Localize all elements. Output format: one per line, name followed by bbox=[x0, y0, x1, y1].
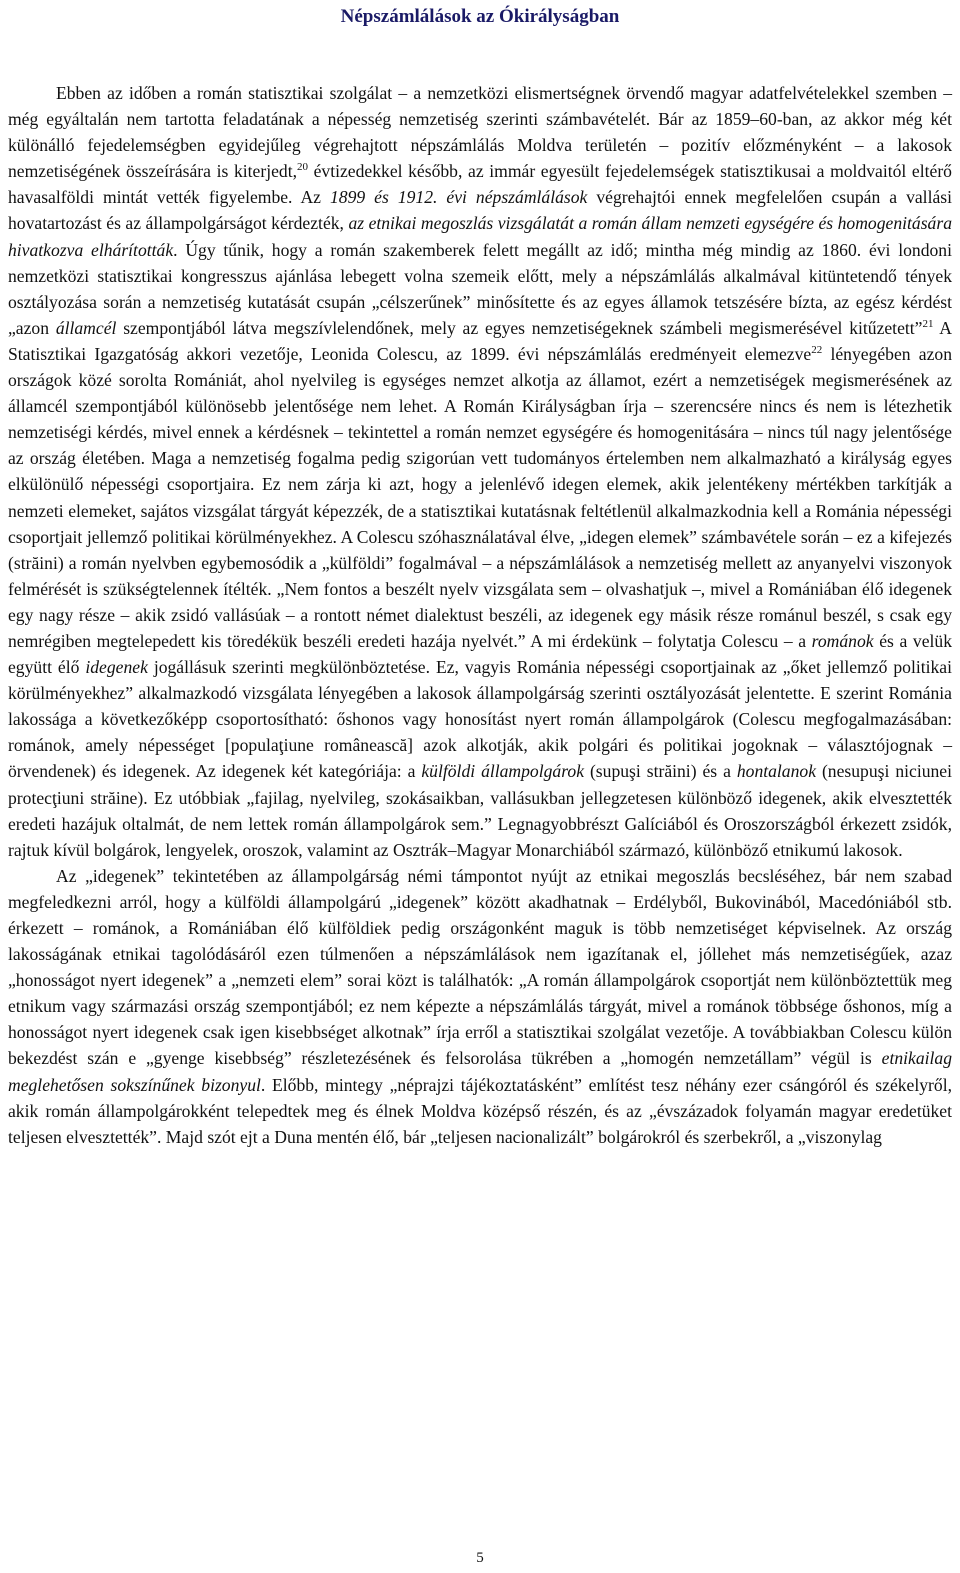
text-run: jogállásuk szerinti megkülönböztetése. Ez, vagyis Románia népességi csoportjainak az „őket jellemző politikai körülményekhez” alkalmazkodó vizsgálata lényegében a lakosok állampolgárság szerinti osztályozását jelentette. E szerint Románia lakossága a következőképp csoportosítható: őshonos vagy honosítást nyert román állampolgárok (Colescu megfogalmazásában: románok, amely népességet [populaţiune românească] azok alkotják, akik polgári és politikai jogoknak – választójognak – örvendenek) és idegenek. Az idegenek két kategóriája: a bbox=[8, 657, 952, 782]
italic-text: külföldi állampolgárok bbox=[421, 761, 585, 782]
text-run: (supuşi străini) és a bbox=[584, 761, 737, 782]
italic-text: 1899 és 1912. évi népszámlálások bbox=[330, 187, 588, 208]
footnote-ref: 22 bbox=[811, 343, 823, 356]
text-run: Ebben az időben a román statisztikai szolgálat – a nemzetközi elismertségnek örvendő magyar adatfelvételekkel szemben – még egyáltalán nem tartotta feladatának a népesség nemzetiség szerinti számbavételét. Bár az 1859–60-ban, az akkor még két különálló fejedelemségben egyidejűleg végrehajtott népszámlálás Moldva területén – pozitív előzményként – a lakosok nemzetiségének összeírására is kiterjedt, bbox=[8, 83, 952, 182]
text-run: lényegében azon országok közé sorolta Romániát, ahol nyelvileg is egységes nemzet alkotja az államot, ezért a nemzetiségek megismerésének az államcél szempontjából különösebb jelentősége nem lehet. A Román Királyságban írja – szerencsére nincs és nem is létezhetik nemzetiségi kérdés, mivel ennek a kérdésnek – tekintettel a román nemzet egységére és homogenitására – nincs túl nagy jelentősége az ország életében. Maga a nemzetiség fogalma pedig szigorúan vett tudományos értelemben nem alkalmazható a királyság egyes elkülönülő népességi csoportjaira. Ez nem zárja ki azt, hogy a jelenlévő idegen elemek, akik jelentékeny mértékben tarkítják a nemzeti elemeket, sajátos vizsgálat tárgyát képezzék, de a statisztikai kutatásnak feltétlenül alkalmazkodnia kell a Románia népességi csoportjait jellemző politikai körülményekhez. A Colescu szóhasználatával élve, „idegen elemek” számbavétele során – ez a kifejezés (străini) a román nyelvben egybemosódik a „külföldi” fogalmával – a népszámlálások a nemzetiség mellett az anyanyelvi viszonyok felmérését is szükségtelennek ítélték. „Nem fontos a beszélt nyelv vizsgálata sem – olvashatjuk –, mivel a Romániában élő idegenek egy nagy része – akik zsidó vallásúak – a rontott német dialektust beszéli, az idegenek egy másik része románul beszél, s csak egy nemrégiben megtelepedett kis töredékük beszéli eredeti hazája nyelvét.” A mi érdekünk – folytatja Colescu – a bbox=[8, 343, 952, 651]
text-run: . Előbb, mintegy „néprajzi tájékoztatásként” említést tesz néhány ezer csángóról és székelyről, akik román állampolgárokként telepedtek meg és élnek Moldva középső részén, és az „évszázadok folyamán magyar eredetüket teljesen elvesztették”. Majd szót ejt a Duna mentén élő, bár „teljesen nacionalizált” bolgárokról és szerbekről, a „viszonylag bbox=[8, 1074, 952, 1147]
footnote-ref: 20 bbox=[296, 161, 308, 174]
italic-text: etnikailag meglehetősen sokszínűnek bizonyul bbox=[8, 1048, 952, 1095]
text-run: A Statisztikai Igazgatóság akkori vezetője, Leonida Colescu, az 1899. évi népszámlálás eredményeit elemezve bbox=[8, 317, 952, 364]
paragraph bbox=[8, 863, 952, 1150]
text-run: évtizedekkel később, az immár egyesült fejedelemségek statisztikusai a moldvaitól eltérő havasalföldi mintát vették figyelembe. Az bbox=[8, 161, 952, 208]
italic-text: hontalanok bbox=[736, 761, 817, 782]
page-number: 5 bbox=[476, 1550, 484, 1566]
text-run: (nesupuşi niciunei protecţiuni străine). Ez utóbbiak „fajilag, nyelvileg, szokásaikban, vallásukban jellegzetesen különböző idegenek, akik elvesztették eredeti hazájuk oltalmát, de nem lettek román állampolgárok sem.” Legnagyobbrészt Galíciából és Oroszországból érkezett zsidók, rajtuk kívül bolgárok, lengyelek, oroszok, valamint az Osztrák–Magyar Monarchiából származó, különböző etnikumú lakosok. bbox=[8, 761, 952, 860]
text-run: és a velük együtt élő bbox=[8, 630, 952, 678]
italic-text: idegenek bbox=[85, 657, 148, 678]
page-title: Népszámlálások az Ókirályságban bbox=[340, 6, 620, 27]
text-run: végrehajtói ennek megfelelően csupán a vallási hovatartozást és az állampolgárságot kérdezték, bbox=[8, 187, 953, 234]
text-run: Az „idegenek” tekintetében az állampolgárság némi támpontot nyújt az etnikai megoszlás becsléséhez, bár nem szabad megfeledkezni arról, hogy a külföldi állampolgárú „idegenek” között akadhatnak – Erdélyből, Bukovinából, Macedóniából stb. érkezett – románok, a Romániában élő külföldiek pedig országonként maguk is több nemzetiséget képviselnek. Az ország lakosságának etnikai tagolódásáról ezen túlmenően a népszámlálások nem igazítanak el, jóllehet más nemzetiségűek, azaz „honosságot nyert idegenek” a „nemzeti elem” sorai közt is találhatók: „A román állampolgárok csoportját nem különböztettük meg etnikum vagy származási ország szempontjából; ez nem képezte a népszámlálás tárgyát, mivel a románok többsége őshonos, míg a honosságot nyert idegenek csak igen kisebbséget alkotnak” írja erről a statisztikai szolgálat vezetője. A továbbiakban Colescu külön bekezdést szán e „gyenge kisebbség” részletezésének és felsorolása tükrében a „homogén nemzetállam” végül is bbox=[8, 865, 952, 1069]
paragraph bbox=[8, 80, 952, 863]
italic-text: románok bbox=[811, 630, 874, 651]
italic-text: az etnikai megoszlás vizsgálatát a román állam nemzeti egységére és homogenitására hivatkozva elhárították bbox=[8, 213, 952, 260]
italic-text: államcél bbox=[55, 317, 117, 338]
footnote-ref: 21 bbox=[922, 317, 934, 330]
body-text bbox=[8, 80, 952, 1150]
text-run: szempontjából látva megszívlelendőnek, mely az egyes nemzetiségeknek számbeli megismerésével kitűzetett” bbox=[116, 317, 923, 338]
text-run: . Úgy tűnik, hogy a román szakemberek felett megállt az idő; mintha még mindig az 1860. évi londoni nemzetközi statisztikai kongresszus ajánlása lebegett volna szemeik előtt, mely a népszámlálás alkalmával kitüntetendő tények osztályozása során a nemzetiség kutatását csupán „célszerűnek” minősítette és az egyes államok tetszésére bízta, az egész kérdést „azon bbox=[8, 239, 952, 338]
